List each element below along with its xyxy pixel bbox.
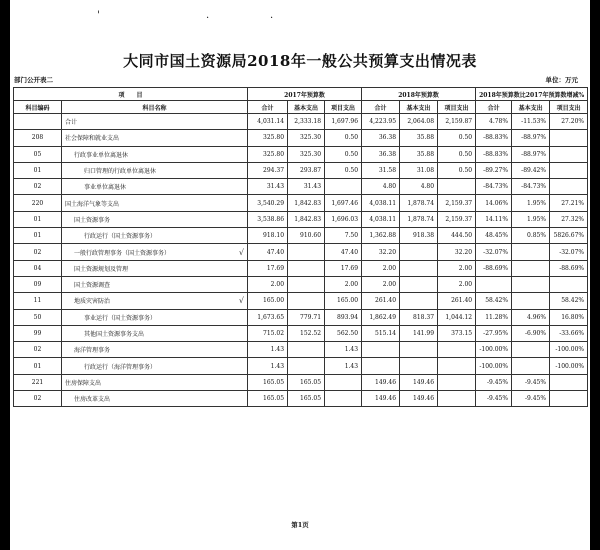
subject-name-text: 住房保障支出 (65, 379, 102, 387)
value-cell: -84.73% (476, 179, 512, 195)
subject-name-text: 国土资源事务 (74, 216, 111, 224)
header-item: 项 目 (14, 88, 248, 101)
scan-mark: . (270, 10, 274, 21)
subject-code: 01 (14, 358, 62, 374)
value-cell (288, 276, 325, 292)
value-cell: 0.50 (438, 130, 476, 146)
value-cell: 1.43 (325, 342, 362, 358)
value-cell (438, 374, 476, 390)
subject-name-text: 其他国土资源事务支出 (84, 331, 145, 338)
subject-name-text: 社会保障和就业支出 (65, 135, 120, 143)
subject-name-text: 地质灾害防治 (74, 298, 111, 306)
value-cell: 32.20 (362, 244, 400, 260)
value-cell: 149.46 (400, 374, 438, 390)
value-cell: 1,044.12 (438, 309, 476, 325)
value-cell: 14.06% (476, 195, 512, 211)
value-cell: 2.00 (362, 260, 400, 276)
scan-edge-left (0, 0, 10, 550)
value-cell: -9.45% (476, 391, 512, 407)
value-cell: 3,538.86 (248, 211, 288, 227)
value-cell: 4,223.95 (362, 114, 400, 130)
table-row (14, 244, 588, 260)
header-2017: 2017年预算数 (248, 88, 362, 101)
value-cell: 27.20% (550, 114, 588, 130)
value-cell (288, 244, 325, 260)
value-cell: -9.45% (512, 391, 550, 407)
table-row (14, 179, 588, 195)
header-basic: 基本支出 (512, 101, 550, 114)
value-cell: 2.00 (438, 260, 476, 276)
table-row (14, 114, 588, 130)
subject-code: 01 (14, 228, 62, 244)
subject-code: 05 (14, 146, 62, 162)
value-cell: -9.45% (476, 374, 512, 390)
page-footer: 第1页 (291, 521, 309, 529)
value-cell (400, 244, 438, 260)
value-cell: 0.50 (325, 162, 362, 178)
value-cell: 2,159.87 (438, 114, 476, 130)
value-cell: 4,038.11 (362, 211, 400, 227)
value-cell (288, 260, 325, 276)
subject-code: 01 (14, 211, 62, 227)
value-cell: 165.00 (248, 293, 288, 309)
value-cell: -88.97% (512, 130, 550, 146)
value-cell: 27.32% (550, 211, 588, 227)
value-cell: 35.88 (400, 146, 438, 162)
value-cell: 4,038.11 (362, 195, 400, 211)
subject-name (62, 374, 248, 390)
header-total: 合计 (476, 101, 512, 114)
value-cell: 149.46 (362, 374, 400, 390)
value-cell: 2,159.37 (438, 211, 476, 227)
value-cell: 910.60 (288, 228, 325, 244)
subject-name-text: 海洋管理事务 (74, 347, 111, 355)
scan-edge-right (590, 0, 600, 550)
scan-mark: ' (97, 10, 100, 21)
value-cell (438, 342, 476, 358)
value-cell (438, 358, 476, 374)
subject-name-text: 行政运行（海洋管理事务） (84, 363, 157, 371)
value-cell: 47.40 (325, 244, 362, 260)
value-cell: 373.15 (438, 325, 476, 341)
header-row-2 (14, 101, 588, 114)
value-cell (550, 276, 588, 292)
value-cell: 1,878.74 (400, 195, 438, 211)
value-cell: 515.14 (362, 325, 400, 341)
subject-name (62, 342, 248, 358)
value-cell: 893.94 (325, 309, 362, 325)
value-cell (400, 358, 438, 374)
subject-code: 11 (14, 293, 62, 309)
subject-code: 01 (14, 162, 62, 178)
header-project: 项目支出 (550, 101, 588, 114)
value-cell (512, 293, 550, 309)
value-cell: 4.96% (512, 309, 550, 325)
value-cell: -100.00% (550, 342, 588, 358)
value-cell: 2.00 (438, 276, 476, 292)
value-cell: 165.05 (248, 374, 288, 390)
table-row (14, 342, 588, 358)
value-cell (288, 342, 325, 358)
value-cell (550, 391, 588, 407)
value-cell (400, 342, 438, 358)
value-cell: 1.43 (325, 358, 362, 374)
subject-name-text: 事业运行（国土资源事务） (84, 314, 157, 322)
table-row (14, 276, 588, 292)
value-cell: 325.80 (248, 146, 288, 162)
value-cell: -100.00% (476, 342, 512, 358)
value-cell: 444.50 (438, 228, 476, 244)
subject-code: 02 (14, 342, 62, 358)
value-cell: 35.88 (400, 130, 438, 146)
subject-name (62, 146, 248, 162)
handwritten-check-mark: √ (238, 296, 245, 306)
subject-name (62, 114, 248, 130)
value-cell: 2.00 (362, 276, 400, 292)
value-cell: 4.78% (476, 114, 512, 130)
value-cell: 31.58 (362, 162, 400, 178)
value-cell: 58.42% (550, 293, 588, 309)
subject-name (62, 179, 248, 195)
subject-name (62, 276, 248, 292)
value-cell: 36.38 (362, 130, 400, 146)
value-cell: -88.69% (550, 260, 588, 276)
header-row-1 (14, 88, 588, 101)
value-cell: 2,064.08 (400, 114, 438, 130)
value-cell: 0.85% (512, 228, 550, 244)
value-cell: 0.50 (438, 146, 476, 162)
value-cell: 562.50 (325, 325, 362, 341)
value-cell: 149.46 (362, 391, 400, 407)
subject-code: 02 (14, 391, 62, 407)
value-cell: 32.20 (438, 244, 476, 260)
subject-name-text: 住房改革支出 (74, 396, 111, 404)
value-cell: 1,697.46 (325, 195, 362, 211)
value-cell: 16.80% (550, 309, 588, 325)
subject-name (62, 228, 248, 244)
value-cell: 31.43 (248, 179, 288, 195)
value-cell: 7.50 (325, 228, 362, 244)
value-cell: 261.40 (438, 293, 476, 309)
value-cell: -33.66% (550, 325, 588, 341)
budget-table (13, 87, 588, 407)
value-cell: -100.00% (550, 358, 588, 374)
value-cell (550, 162, 588, 178)
value-cell: 1,862.49 (362, 309, 400, 325)
header-2018: 2018年预算数 (362, 88, 476, 101)
subject-name-text: 归口管理的行政单位离退休 (84, 168, 157, 176)
value-cell: 325.80 (248, 130, 288, 146)
subject-name (62, 260, 248, 276)
subject-code (14, 114, 62, 130)
value-cell: -88.83% (476, 146, 512, 162)
value-cell (512, 358, 550, 374)
value-cell: 0.50 (325, 130, 362, 146)
value-cell: 4,031.14 (248, 114, 288, 130)
value-cell: 165.05 (288, 391, 325, 407)
header-basic: 基本支出 (288, 101, 325, 114)
value-cell (438, 179, 476, 195)
value-cell: -32.07% (476, 244, 512, 260)
subject-name-text: 国土资源规划及管理 (74, 265, 129, 273)
subject-code: 02 (14, 179, 62, 195)
table-row (14, 309, 588, 325)
table-row (14, 391, 588, 407)
subject-name (62, 211, 248, 227)
value-cell: 1.43 (248, 342, 288, 358)
value-cell: 1,842.83 (288, 211, 325, 227)
table-row (14, 374, 588, 390)
subject-name (62, 130, 248, 146)
value-cell: 261.40 (362, 293, 400, 309)
value-cell: 1.43 (248, 358, 288, 374)
value-cell: 294.37 (248, 162, 288, 178)
header-change: 2018年预算数比2017年预算数增减% (476, 88, 588, 101)
table-row (14, 358, 588, 374)
value-cell: 293.87 (288, 162, 325, 178)
value-cell: -32.07% (550, 244, 588, 260)
table-row (14, 162, 588, 178)
subject-name (62, 162, 248, 178)
value-cell: 152.52 (288, 325, 325, 341)
header-project: 项目支出 (438, 101, 476, 114)
value-cell (512, 342, 550, 358)
value-cell: 325.30 (288, 146, 325, 162)
value-cell (325, 179, 362, 195)
value-cell (550, 179, 588, 195)
value-cell: 818.37 (400, 309, 438, 325)
value-cell: -9.45% (512, 374, 550, 390)
subject-name-text: 合计 (65, 119, 78, 127)
value-cell: -88.69% (476, 260, 512, 276)
value-cell: 149.46 (400, 391, 438, 407)
value-cell (400, 293, 438, 309)
value-cell: 4.80 (362, 179, 400, 195)
value-cell: 165.05 (248, 391, 288, 407)
value-cell: 0.50 (325, 146, 362, 162)
value-cell: 779.71 (288, 309, 325, 325)
value-cell (438, 391, 476, 407)
value-cell: 1,697.96 (325, 114, 362, 130)
value-cell: 165.00 (325, 293, 362, 309)
value-cell (325, 391, 362, 407)
table-body (14, 114, 588, 407)
value-cell: -27.95% (476, 325, 512, 341)
value-cell: -88.83% (476, 130, 512, 146)
value-cell: 11.28% (476, 309, 512, 325)
value-cell: 3,540.29 (248, 195, 288, 211)
subject-name (62, 244, 248, 260)
header-total: 合计 (248, 101, 288, 114)
value-cell: 1,362.88 (362, 228, 400, 244)
value-cell (476, 276, 512, 292)
value-cell: 17.69 (325, 260, 362, 276)
header-code: 科目编码 (14, 101, 62, 114)
value-cell: 17.69 (248, 260, 288, 276)
subject-name-text: 一般行政管理事务（国土资源事务） (74, 249, 171, 257)
value-cell (400, 260, 438, 276)
table-row (14, 228, 588, 244)
value-cell (325, 374, 362, 390)
value-cell: 48.45% (476, 228, 512, 244)
value-cell: 325.30 (288, 130, 325, 146)
value-cell (512, 244, 550, 260)
value-cell: 1,878.74 (400, 211, 438, 227)
value-cell: 58.42% (476, 293, 512, 309)
value-cell (512, 276, 550, 292)
table-row (14, 325, 588, 341)
table-row (14, 195, 588, 211)
value-cell (512, 260, 550, 276)
subject-code: 09 (14, 276, 62, 292)
value-cell: 4.80 (400, 179, 438, 195)
value-cell: 918.10 (248, 228, 288, 244)
subject-code: 208 (14, 130, 62, 146)
table-row (14, 211, 588, 227)
subject-name (62, 358, 248, 374)
value-cell (400, 276, 438, 292)
value-cell: -100.00% (476, 358, 512, 374)
subject-name (62, 325, 248, 341)
subject-name-text: 行政事业单位离退休 (74, 151, 129, 159)
value-cell: 47.40 (248, 244, 288, 260)
value-cell (550, 130, 588, 146)
value-cell: 31.08 (400, 162, 438, 178)
header-project: 项目支出 (325, 101, 362, 114)
unit-label: 单位：万元 (545, 76, 578, 84)
dept-label: 部门公开表二 (14, 76, 53, 84)
value-cell: 1,842.83 (288, 195, 325, 211)
table-row (14, 146, 588, 162)
subject-name-text: 国土海洋气象等支出 (65, 200, 120, 208)
value-cell: 31.43 (288, 179, 325, 195)
value-cell (362, 342, 400, 358)
handwritten-check-mark: √ (238, 247, 245, 257)
table-row (14, 293, 588, 309)
header-total: 合计 (362, 101, 400, 114)
value-cell: 27.21% (550, 195, 588, 211)
value-cell: 2.00 (325, 276, 362, 292)
value-cell: 36.38 (362, 146, 400, 162)
value-cell: 1,673.65 (248, 309, 288, 325)
value-cell (550, 146, 588, 162)
value-cell (288, 358, 325, 374)
table-row (14, 130, 588, 146)
subject-code: 50 (14, 309, 62, 325)
value-cell: 5826.67% (550, 228, 588, 244)
value-cell: 0.50 (438, 162, 476, 178)
scan-mark: . (206, 10, 210, 21)
value-cell: -6.90% (512, 325, 550, 341)
subject-name (62, 195, 248, 211)
value-cell: 715.02 (248, 325, 288, 341)
header-name: 科目名称 (62, 101, 248, 114)
subject-name-text: 事业单位离退休 (84, 184, 127, 192)
subject-code: 221 (14, 374, 62, 390)
subject-code: 99 (14, 325, 62, 341)
subject-name-text: 国土资源调查 (74, 282, 111, 290)
header-basic: 基本支出 (400, 101, 438, 114)
value-cell: -84.73% (512, 179, 550, 195)
value-cell (362, 358, 400, 374)
value-cell: 141.99 (400, 325, 438, 341)
value-cell: 165.05 (288, 374, 325, 390)
value-cell: 1.95% (512, 195, 550, 211)
page-title: 大同市国土资源局2018年一般公共预算支出情况表 (123, 52, 477, 70)
subject-name (62, 293, 248, 309)
value-cell: 2,333.18 (288, 114, 325, 130)
value-cell: -88.97% (512, 146, 550, 162)
value-cell: 2,159.37 (438, 195, 476, 211)
value-cell: -89.27% (476, 162, 512, 178)
subject-code: 02 (14, 244, 62, 260)
value-cell (288, 293, 325, 309)
value-cell: -11.53% (512, 114, 550, 130)
subject-name-text: 行政运行（国土资源事务） (84, 233, 157, 241)
subject-name (62, 309, 248, 325)
value-cell: 918.38 (400, 228, 438, 244)
value-cell: 1.95% (512, 211, 550, 227)
subject-name (62, 391, 248, 407)
subject-code: 220 (14, 195, 62, 211)
value-cell (550, 374, 588, 390)
value-cell: 1,696.03 (325, 211, 362, 227)
subject-code: 04 (14, 260, 62, 276)
value-cell: -89.42% (512, 162, 550, 178)
table-row (14, 260, 588, 276)
value-cell: 2.00 (248, 276, 288, 292)
value-cell: 14.11% (476, 211, 512, 227)
